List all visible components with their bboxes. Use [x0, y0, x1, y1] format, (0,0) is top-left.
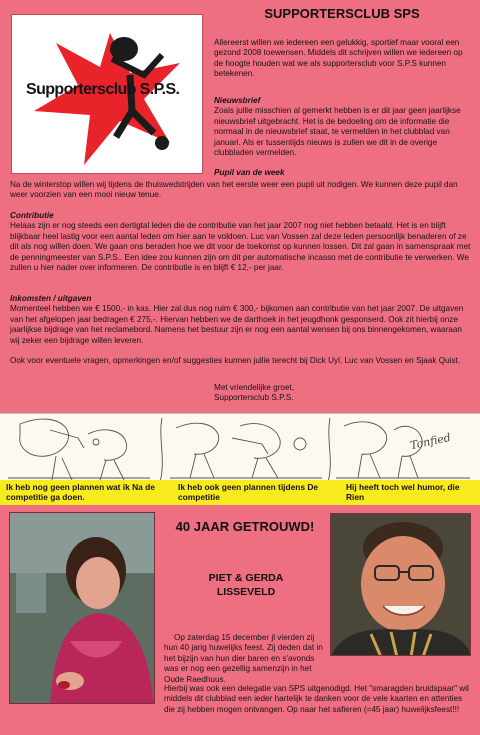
nieuwsbrief-heading: Nieuwsbrief	[214, 96, 261, 105]
names-line-1: PIET & GERDA	[208, 572, 284, 584]
photo-gerda	[9, 512, 155, 704]
anniversary-title: 40 JAAR GETROUWD!	[175, 519, 315, 534]
contributie-text: Helaas zijn er nog steeds een dertigtal leden die de contributie van het jaar 2007 nog niet hebben betaald. Het is en blijft blijkbaar heel lastig voor een aantal leden om hier aan te voldoen. Luc van Vossen zal deze leden persoonlijk benaderen of ze dit als nog willen doen. We gaan ons beraden hoe we dit voor de toekomst op kunnen lossen. Dit zal gaan in samenspraak met de penningmeester van S.P.S.. Een idee zou kunnen zijn om dit per automatische incasso met de contributie te verwerken. We zullen u hier nader over informeren. De contributie is en blijft € 12,- per jaar.	[10, 221, 471, 273]
inkomsten-heading: Inkomsten / uitgaven	[10, 294, 92, 303]
inkomsten-text: Momenteel hebben we € 1500,- in kas. Hier zal dus nog ruim € 300,- bijkomen aan contributie van het jaar 2007. De uitgaven van het afgelopen jaar bedragen € 275,-. Hiervan hebben we de darthoek in het jeugdhonk gesponserd. Ook zit hierbij onze jaarlijkse bijdrage van het reclamebord. Namens het bestuur zijn er nog een aantal wensen bij ons binnengekomen, waaraan wij zeker een bijdrage willen leveren.	[10, 304, 464, 345]
contributie-heading: Contributie	[10, 211, 54, 220]
anniversary-text-2: Hierbij was ook een delegatie van SPS uitgenodigd. Het "smaragden bruidspaar" wil middels dit clubblad een ieder hartelijk te danken voor de vele kaarten en attenties die zij hebben mogen ontvangen. Op naar het safieren (=45 jaar) huwelijksfeest!!!	[164, 684, 469, 714]
section-contributie	[10, 211, 472, 273]
signature-line-1: Met vriendelijke groet,	[214, 383, 295, 392]
section-nieuwsbrief	[214, 96, 472, 158]
cartoonist-signature: Tonfied	[408, 430, 452, 453]
anniversary-text-1: Op zaterdag 15 december jl vierden zij hun 40 jarig huwelijks feest. Zij deden dat in het bijzijn van hun dier baren en s'avonds was er nog een gezellig samenzijn in het Oude Raedhuus.	[164, 633, 323, 684]
section-inkomsten	[10, 294, 472, 346]
logo-text: Supportersclub S.P.S.	[26, 81, 180, 98]
caption-1: Ik heb nog geen plannen wat ik Na de competitie ga doen.	[6, 482, 155, 502]
couple-names	[190, 571, 302, 599]
closing-paragraph: Ook voor eventuele vragen, opmerkingen en/of suggesties kunnen jullie terecht bij Dick Uyl, Luc van Vossen en Sjaak Quist.	[10, 356, 461, 365]
cartoon-caption-band	[0, 480, 480, 505]
pupil-text: Na de winterstop willen wij tijdens de thuiswedstrijden van het eerste weer een pupil uit nodigen. We kunnen deze pupil dan weer voorzien van een mooi nieuw tenue.	[10, 180, 458, 200]
photo-woman-icon	[10, 513, 155, 704]
pupil-heading: Pupil van de week	[214, 168, 285, 177]
signature	[214, 383, 414, 404]
caption-2: Ik heb ook geen plannen tijdens De competitie	[178, 482, 319, 502]
caption-3: Hij heeft toch wel humor, die Rien	[346, 482, 460, 502]
names-line-2: LISSEVELD	[216, 586, 276, 598]
club-logo	[11, 14, 203, 174]
photo-piet	[330, 513, 471, 656]
nieuwsbrief-text: Zoals jullie misschien al gemerkt hebben is er dit jaar geen jaarlijkse nieuwsbrief uitgebracht. Het is de bedoeling om de informatie die normaal in de nieuwsbrief staat, te vermelden in het clubblad van januari. Als er tussentijds nieuws is zullen we dit in de overige clubbladen vermelden.	[214, 106, 461, 158]
page-title: SUPPORTERSCLUB SPS	[264, 6, 420, 21]
cartoon-drawing-icon	[0, 414, 480, 484]
intro-paragraph: Allereerst willen we iedereen een gelukkig, sportief maar vooral een gezond 2008 toewensen. Middels dit schrijven willen we iedereen op de hoogte houden wat we als supportersclub voor S.P.S kunnen betekenen.	[214, 38, 463, 79]
photo-man-icon	[331, 514, 471, 656]
signature-line-2: Supportersclub S.P.S.	[214, 393, 294, 403]
